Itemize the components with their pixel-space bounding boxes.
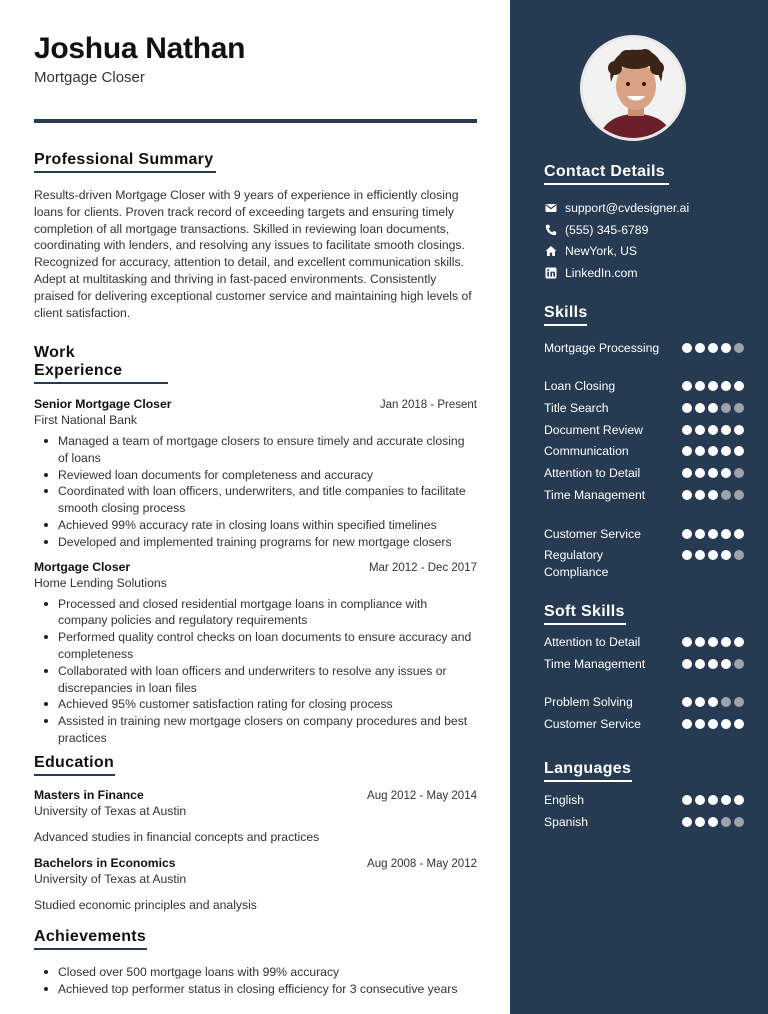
education-degree: Bachelors in Economics [34, 856, 176, 870]
rating-dot-filled [708, 795, 718, 805]
contact-phone[interactable] [544, 219, 744, 241]
rating-dot-filled [708, 529, 718, 539]
rating-dot-filled [734, 446, 744, 456]
rating-dot-filled [721, 425, 731, 435]
list-item: Managed a team of mortgage closers to ensure timely and accurate closing of loans [34, 433, 477, 467]
achievements-section [34, 928, 477, 998]
skill-rating [682, 634, 744, 647]
rating-dot-empty [721, 817, 731, 827]
rating-dot-filled [682, 468, 692, 478]
education-school: University of Texas at Austin [34, 804, 187, 818]
contact-location [544, 240, 744, 262]
rating-dot-empty [734, 817, 744, 827]
education-entry [34, 788, 477, 844]
rating-dot-filled [708, 446, 718, 456]
list-item: Developed and implemented training programs for new mortgage closers [34, 534, 477, 551]
achievements-list [34, 964, 477, 998]
rating-dot-filled [682, 817, 692, 827]
rating-dot-filled [682, 719, 692, 729]
job-date: Jan 2018 - Present [379, 399, 477, 411]
rating-dot-filled [708, 468, 718, 478]
rating-dot-filled [682, 343, 692, 353]
rating-dot-filled [695, 490, 705, 500]
languages-section [544, 760, 744, 835]
rating-dot-filled [721, 529, 731, 539]
job-role: Senior Mortgage Closer [34, 397, 172, 411]
achievements-heading: Achievements [34, 928, 147, 950]
rating-dot-filled [721, 381, 731, 391]
rating-dot-filled [734, 425, 744, 435]
rating-dot-filled [721, 795, 731, 805]
skill-row [544, 656, 744, 694]
skill-name: Attention to Detail [544, 466, 641, 480]
skill-name: Title Search [544, 400, 609, 415]
contact-location-text: NewYork, US [565, 244, 638, 259]
skill-row [544, 378, 744, 400]
linkedin-icon [544, 266, 558, 280]
education-heading: Education [34, 754, 115, 776]
rating-dot-filled [682, 425, 692, 435]
skill-rating [682, 694, 744, 707]
rating-dot-filled [695, 659, 705, 669]
rating-dot-filled [695, 719, 705, 729]
skill-name: Attention to Detail [544, 635, 641, 649]
language-rating [682, 792, 744, 805]
job-entry [34, 560, 477, 747]
rating-dot-empty [721, 490, 731, 500]
rating-dot-filled [695, 343, 705, 353]
rating-dot-filled [708, 381, 718, 391]
rating-dot-filled [721, 446, 731, 456]
rating-dot-filled [708, 659, 718, 669]
rating-dot-filled [708, 490, 718, 500]
summary-text: Results-driven Mortgage Closer with 9 years of experience in efficiently closing loans for clients. Proven track record of exceeding targets and ensuring timely completion of all mortgage transactions. Skilled in reviewing loan documents, coordinating with lenders, and resolving any issues to facilitate smooth closings. Recognized for accuracy, attention to detail, and excellent communication skills. Adept at multitasking and thriving in fast-paced environments. Consistently praised for delivering exceptional customer service and maintaining high levels of client satisfaction. [34, 188, 472, 320]
language-row [544, 792, 744, 814]
skill-row [544, 443, 744, 465]
rating-dot-filled [695, 795, 705, 805]
phone-icon [544, 223, 558, 237]
rating-dot-filled [734, 637, 744, 647]
experience-section [34, 344, 477, 747]
contact-phone-text: (555) 345-6789 [565, 222, 649, 237]
contact-linkedin-text: LinkedIn.com [565, 265, 638, 280]
skill-rating [682, 443, 744, 456]
rating-dot-empty [721, 697, 731, 707]
skill-rating [682, 465, 744, 478]
candidate-title: Mortgage Closer [34, 69, 145, 86]
soft-skills-heading: Soft Skills [544, 603, 626, 625]
list-item: Performed quality control checks on loan documents to ensure accuracy and completeness [34, 629, 477, 663]
list-item: Processed and closed residential mortgage loans in compliance with company policies and regulatory requirements [34, 596, 477, 630]
rating-dot-empty [734, 697, 744, 707]
skill-rating [682, 526, 744, 539]
education-description: Studied economic principles and analysis [34, 898, 257, 912]
rating-dot-filled [734, 381, 744, 391]
rating-dot-filled [708, 403, 718, 413]
language-rating [682, 814, 744, 827]
skill-row [544, 465, 744, 487]
rating-dot-filled [695, 529, 705, 539]
skill-name: Communication [544, 444, 629, 458]
rating-dot-filled [721, 343, 731, 353]
skill-rating [682, 378, 744, 391]
skill-name: Time Management [544, 487, 646, 502]
education-school: University of Texas at Austin [34, 872, 187, 886]
home-icon [544, 244, 558, 258]
skill-rating [682, 547, 744, 560]
skill-row [544, 487, 744, 526]
contact-section [544, 163, 744, 284]
job-bullets [34, 433, 477, 551]
rating-dot-filled [708, 697, 718, 707]
rating-dot-filled [682, 795, 692, 805]
envelope-icon [544, 201, 558, 215]
skills-heading: Skills [544, 304, 587, 326]
list-item: Coordinated with loan officers, underwriters, and title companies to facilitate smooth closing process [34, 483, 477, 517]
skill-name: Customer Service [544, 716, 641, 731]
languages-heading: Languages [544, 760, 632, 782]
skill-rating [682, 487, 744, 500]
list-item: Closed over 500 mortgage loans with 99% accuracy [34, 964, 477, 981]
rating-dot-filled [695, 381, 705, 391]
rating-dot-filled [682, 697, 692, 707]
rating-dot-filled [682, 490, 692, 500]
education-entry [34, 856, 477, 912]
skill-row [544, 526, 744, 548]
contact-email-text: support@cvdesigner.ai [565, 200, 690, 215]
rating-dot-filled [695, 550, 705, 560]
skill-name: Loan Closing [544, 379, 616, 393]
rating-dot-filled [708, 637, 718, 647]
rating-dot-filled [695, 817, 705, 827]
rating-dot-filled [682, 403, 692, 413]
list-item: Achieved 99% accuracy rate in closing loans within specified timelines [34, 517, 477, 534]
education-date: Aug 2012 - May 2014 [367, 790, 477, 802]
skill-name: Problem Solving [544, 695, 633, 709]
rating-dot-filled [734, 529, 744, 539]
candidate-name: Joshua Nathan [34, 32, 246, 65]
rating-dot-empty [734, 490, 744, 500]
skill-name: Time Management [544, 657, 646, 671]
rating-dot-empty [734, 659, 744, 669]
contact-linkedin[interactable] [544, 262, 744, 284]
summary-heading: Professional Summary [34, 151, 216, 173]
skill-name: Document Review [544, 422, 643, 437]
language-name: English [544, 793, 584, 807]
skill-row [544, 634, 744, 656]
rating-dot-empty [734, 468, 744, 478]
job-date: Mar 2012 - Dec 2017 [368, 561, 477, 574]
rating-dot-empty [734, 403, 744, 413]
summary-section [34, 151, 477, 321]
rating-dot-filled [721, 468, 731, 478]
rating-dot-filled [708, 425, 718, 435]
rating-dot-filled [708, 719, 718, 729]
language-row [544, 814, 744, 836]
education-section [34, 754, 477, 912]
rating-dot-filled [682, 529, 692, 539]
job-bullets [34, 596, 477, 747]
contact-heading: Contact Details [544, 163, 669, 185]
soft-skills-section [544, 603, 744, 738]
skill-row [544, 716, 744, 738]
rating-dot-filled [721, 719, 731, 729]
skill-name: Mortgage Processing [544, 341, 660, 355]
rating-dot-filled [695, 697, 705, 707]
rating-dot-filled [695, 446, 705, 456]
rating-dot-filled [734, 795, 744, 805]
rating-dot-filled [721, 637, 731, 647]
list-item: Collaborated with loan officers and underwriters to resolve any issues or discrepancies in loan files [34, 663, 477, 697]
rating-dot-filled [695, 425, 705, 435]
list-item: Achieved 95% customer satisfaction rating for closing process [34, 696, 477, 713]
header-divider [34, 119, 477, 123]
skill-rating [682, 716, 744, 729]
skill-row [544, 340, 744, 378]
skill-name: Regulatory Compliance [544, 548, 609, 579]
rating-dot-filled [721, 659, 731, 669]
rating-dot-filled [682, 550, 692, 560]
skill-row [544, 694, 744, 716]
list-item: Achieved top performer status in closing efficiency for 3 consecutive years [34, 981, 477, 998]
skill-rating [682, 422, 744, 435]
list-item: Reviewed loan documents for completeness and accuracy [34, 467, 477, 484]
job-entry [34, 397, 477, 551]
rating-dot-filled [708, 817, 718, 827]
skill-row [544, 547, 744, 585]
education-date: Aug 2008 - May 2012 [367, 858, 477, 870]
job-company: Home Lending Solutions [34, 575, 167, 590]
rating-dot-filled [734, 719, 744, 729]
skill-rating [682, 400, 744, 413]
rating-dot-filled [682, 381, 692, 391]
rating-dot-filled [708, 343, 718, 353]
avatar [580, 35, 686, 141]
skill-row [544, 422, 744, 444]
job-role: Mortgage Closer [34, 559, 131, 574]
skill-name: Customer Service [544, 526, 641, 541]
rating-dot-filled [682, 637, 692, 647]
rating-dot-empty [734, 550, 744, 560]
job-company: First National Bank [34, 413, 137, 427]
rating-dot-filled [695, 468, 705, 478]
education-description: Advanced studies in financial concepts and practices [34, 830, 320, 844]
rating-dot-filled [721, 550, 731, 560]
skill-rating [682, 656, 744, 669]
rating-dot-filled [708, 550, 718, 560]
contact-email[interactable] [544, 197, 744, 219]
rating-dot-filled [695, 403, 705, 413]
rating-dot-filled [682, 659, 692, 669]
rating-dot-filled [682, 446, 692, 456]
language-name: Spanish [544, 814, 589, 829]
skills-section [544, 304, 744, 585]
rating-dot-empty [721, 403, 731, 413]
rating-dot-empty [734, 343, 744, 353]
education-degree: Masters in Finance [34, 788, 144, 802]
list-item: Assisted in training new mortgage closers on company procedures and best practices [34, 713, 477, 747]
skill-row [544, 400, 744, 422]
rating-dot-filled [695, 637, 705, 647]
experience-heading: Work Experience [34, 344, 168, 384]
skill-rating [682, 340, 744, 353]
